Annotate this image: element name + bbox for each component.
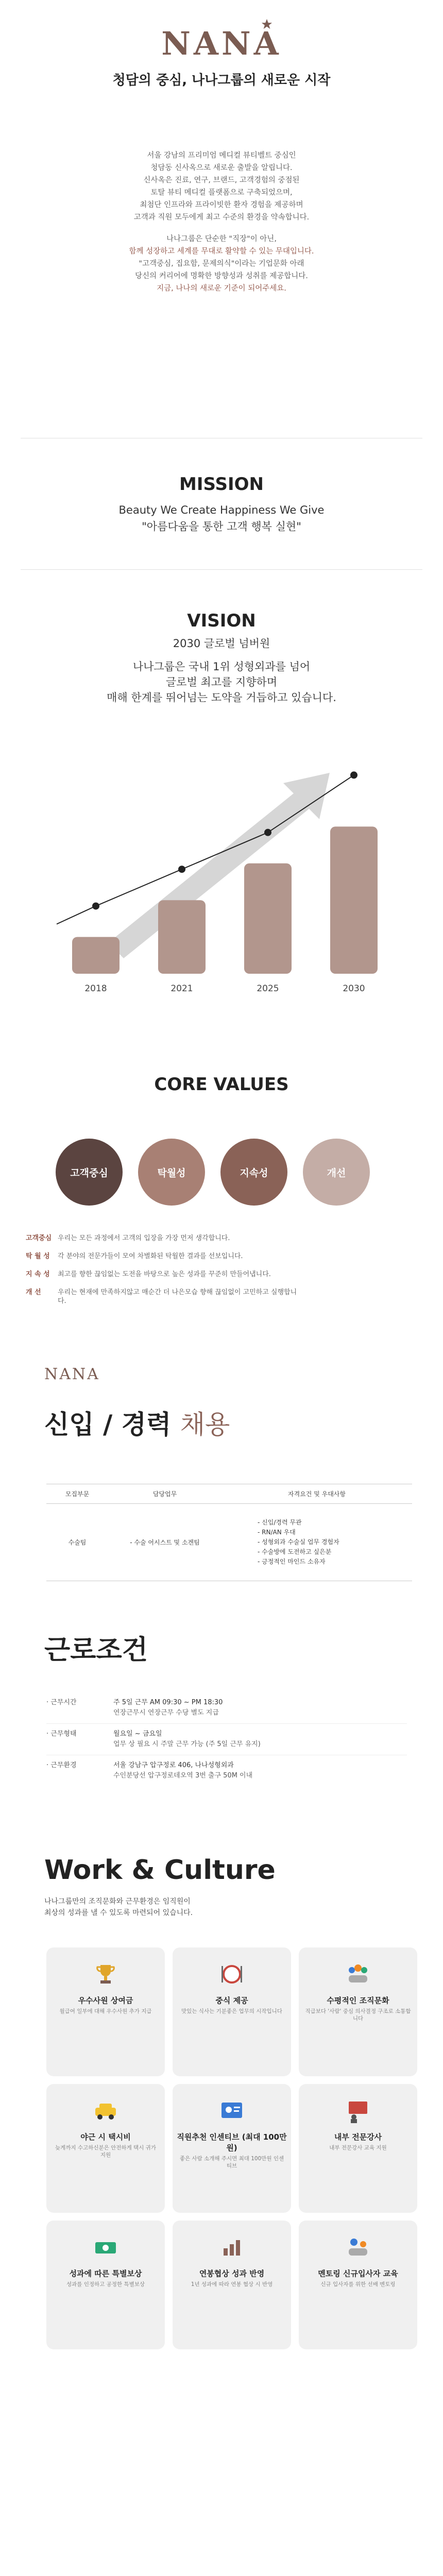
benefit-title: 야근 시 택시비 — [80, 2132, 131, 2142]
core-value-key: 개 선 — [26, 1289, 41, 1296]
intro-line: 지금, 나나의 새로운 기준이 되어주세요. — [157, 284, 286, 293]
benefit-title: 내부 전문강사 — [334, 2132, 382, 2142]
benefit-title: 성과에 따른 특별보상 — [69, 2269, 142, 2278]
core-value-desc: 우리는 현재에 만족하지않고 매순간 더 나은모습 향해 끊임없이 고민하고 실행합니다. — [58, 1289, 297, 1305]
mission-en: Beauty We Create Happiness We Give — [118, 504, 325, 516]
mission-ko: "아름다움을 통한 고객 행복 실현" — [142, 520, 301, 533]
benefit-desc: 내부 전문강사 교육 지원 — [329, 2145, 387, 2151]
work-conditions-title: 근로조건 — [44, 1635, 148, 1666]
intro-line: 토탈 뷰티 메디컬 플랫폼으로 구축되었으며, — [150, 189, 293, 197]
core-values-title: CORE VALUES — [154, 1074, 289, 1095]
vision-line: 매해 한계를 뛰어넘는 도약을 거듭하고 있습니다. — [107, 691, 336, 704]
work-row-key: · 근무시간 — [46, 1699, 77, 1706]
core-value-key: 탁 월 성 — [26, 1252, 50, 1260]
table-row — [46, 1504, 412, 1581]
trophy-icon — [91, 1960, 120, 1989]
recruit-logo: NANA — [44, 1365, 100, 1383]
chart-bar — [244, 863, 292, 974]
core-value-row — [26, 1288, 417, 1306]
benefit-desc: 직급보다 '사람' 중심 의사결정 구조로 소통합니다 — [305, 2008, 411, 2022]
qualification-item: - 긍정적인 마인드 소유자 — [258, 1558, 326, 1565]
vision-section — [0, 611, 443, 705]
benefit-desc: 월급여 일부에 대해 우수사원 추가 지급 — [59, 2008, 152, 2014]
culture-desc — [44, 1896, 193, 1919]
vision-chart — [52, 737, 391, 1025]
benefit-card — [173, 1947, 291, 2076]
work-row-value: 수인분당선 압구정로데오역 3번 출구 50M 이내 — [113, 1772, 253, 1780]
intro-line: 서울 강남의 프리미엄 메디컬 뷰티벨트 중심인 — [147, 151, 296, 160]
intro-text — [0, 149, 443, 295]
benefit-card — [299, 2084, 417, 2213]
growth-arrow-shape — [108, 773, 330, 958]
core-value-key: 지 속 성 — [26, 1270, 50, 1278]
vision-line: 나나그룹은 국내 1위 성형외과를 넘어 — [132, 660, 311, 673]
core-value-desc: 우리는 모든 과정에서 고객의 입장을 가장 먼저 생각합니다. — [58, 1234, 230, 1242]
work-row-key: · 근무형태 — [46, 1730, 77, 1738]
table-cell — [222, 1504, 412, 1581]
benefit-desc: 늦게까지 수고하신분은 안전하게 택시 귀가 지원 — [55, 2145, 156, 2158]
mentor-icon — [344, 2233, 372, 2262]
recruit-title-sub: 채용 — [180, 1410, 230, 1439]
core-value-row — [26, 1252, 417, 1261]
intro-line: 함께 성장하고 세계를 무대로 활약할 수 있는 무대입니다. — [129, 247, 314, 256]
qualification-item: - 수술방에 도전하고 싶은분 — [258, 1548, 332, 1555]
work-row-value: 주 5일 근무 AM 09:30 ~ PM 18:30 — [113, 1699, 223, 1706]
intro-line: 최첨단 인프라와 프라이빗한 환자 경험을 제공하며 — [140, 201, 303, 209]
qualification-item: - RN/AN 우대 — [258, 1529, 296, 1536]
benefit-card — [46, 2084, 165, 2213]
chart-point — [92, 903, 99, 910]
intro-line: 고객과 직원 모두에게 최고 수준의 환경을 약속합니다. — [133, 213, 310, 222]
table-cell: - 수술 어시스트 및 소겐팀 — [130, 1539, 200, 1546]
work-row-value: 연장근무시 연장근무 수당 별도 지급 — [113, 1709, 219, 1717]
vision-title: VISION — [187, 611, 256, 631]
growth-icon — [217, 2233, 246, 2262]
work-row — [46, 1692, 407, 1724]
mission-section — [0, 474, 443, 534]
brand-logo: NANA — [161, 25, 282, 62]
intro-line: "고객중심, 집요함, 문제의식"이라는 기업문화 아래 — [139, 260, 304, 268]
intro-line: 당신의 커리어에 명확한 방향성과 성취를 제공합니다. — [135, 272, 308, 280]
chart-bar — [158, 900, 206, 974]
core-value-desc: 최고를 향한 끊임없는 도전을 바탕으로 높은 성과를 꾸준히 만들어냅니다. — [58, 1270, 271, 1278]
chart-bar — [330, 826, 378, 974]
culture-desc-line: 나나그룹만의 조직문화와 근무환경은 임직원이 — [44, 1897, 191, 1906]
lecture-icon — [344, 2096, 372, 2125]
benefit-card — [299, 2221, 417, 2349]
work-row-value: 업무 상 필요 시 주말 근무 가능 (주 5일 근무 유지) — [113, 1740, 261, 1748]
table-cell: 수술팀 — [68, 1539, 87, 1546]
benefit-card — [173, 2084, 291, 2213]
benefit-desc: 맛있는 식사는 기분좋은 업무의 시작입니다 — [181, 2008, 282, 2014]
qualification-item: - 신입/경력 무관 — [258, 1519, 302, 1526]
intro-line: 청담동 신사옥으로 새로운 출발을 알립니다. — [150, 164, 293, 172]
benefit-desc: 1년 성과에 따라 연봉 협상 시 반영 — [191, 2281, 273, 2287]
chart-point — [178, 866, 185, 873]
core-value-row — [26, 1270, 417, 1279]
benefit-desc: 성과를 인정하고 공정한 특별보상 — [66, 2281, 145, 2287]
money-icon — [91, 2233, 120, 2262]
core-value-row — [26, 1234, 417, 1243]
vision-subtitle: 2030 글로벌 넘버원 — [173, 637, 270, 650]
work-row-key: · 근무환경 — [46, 1761, 77, 1769]
table-header: 모집부문 — [65, 1490, 90, 1498]
core-values-section — [0, 1074, 443, 1095]
table-header: 담당업무 — [152, 1490, 177, 1498]
work-conditions-list — [46, 1692, 407, 1786]
table-header: 자격요건 및 우대사항 — [288, 1490, 346, 1498]
brand-header — [0, 25, 443, 89]
benefit-desc: 신규 입사자를 위한 선배 멘토링 — [320, 2281, 396, 2287]
work-row — [46, 1755, 407, 1786]
star-icon — [261, 19, 272, 30]
recruit-title-main: 신입 / 경력 — [44, 1410, 172, 1439]
core-value-pill: 탁월성 — [138, 1139, 205, 1206]
referral-icon — [217, 2096, 246, 2125]
benefit-title: 멘토링 신규입사자 교육 — [318, 2269, 398, 2278]
chart-tick-label: 2021 — [171, 984, 193, 994]
benefit-card — [46, 2221, 165, 2349]
recruit-title — [44, 1404, 230, 1441]
team-icon — [344, 1960, 372, 1989]
slogan: 청담의 중심, 나나그룹의 새로운 시작 — [112, 73, 331, 88]
vision-line: 글로벌 최고를 지향하며 — [165, 676, 278, 688]
core-value-desc: 각 분야의 전문가들이 모여 차별화된 탁월한 결과를 선보입니다. — [58, 1252, 243, 1260]
core-value-pill: 개선 — [303, 1139, 370, 1206]
chart-bar — [72, 937, 120, 974]
meal-icon — [217, 1960, 246, 1989]
core-value-key: 고객중심 — [26, 1234, 52, 1242]
work-row-value: 월요일 ~ 금요일 — [113, 1730, 162, 1738]
divider — [21, 569, 422, 570]
benefit-title: 수평적인 조직문화 — [327, 1996, 389, 2005]
intro-line: 신사옥은 진료, 연구, 브랜드, 고객경험의 중점된 — [143, 176, 300, 184]
benefit-title: 연봉협상 성과 반영 — [199, 2269, 265, 2278]
culture-title: Work & Culture — [44, 1855, 276, 1886]
benefit-card — [299, 1947, 417, 2076]
core-value-pill: 지속성 — [220, 1139, 287, 1206]
chart-point — [350, 771, 357, 778]
benefit-desc: 좋은 사람 소개해 주시면 최대 100만원 인센티브 — [179, 2156, 284, 2169]
benefit-card — [173, 2221, 291, 2349]
benefit-title: 우수사원 상여금 — [78, 1996, 133, 2005]
work-row — [46, 1724, 407, 1755]
core-value-pill: 고객중심 — [56, 1139, 123, 1206]
work-row-value: 서울 강남구 압구정로 406, 나나성형외과 — [113, 1761, 234, 1769]
culture-desc-line: 최상의 성과를 낼 수 있도록 마련되어 있습니다. — [44, 1909, 193, 1917]
intro-line: 나나그룹은 단순한 "직장"이 아닌, — [166, 235, 277, 243]
mission-title: MISSION — [179, 474, 264, 495]
benefit-title: 직원추천 인센티브 (최대 100만원) — [177, 2132, 287, 2153]
chart-tick-label: 2018 — [84, 984, 107, 994]
chart-point — [264, 829, 271, 836]
benefit-card — [46, 1947, 165, 2076]
benefit-title: 중식 제공 — [215, 1996, 248, 2005]
qualification-item: - 성형외과 수술실 업무 경험자 — [258, 1538, 339, 1546]
chart-tick-label: 2025 — [257, 984, 279, 994]
taxi-icon — [91, 2096, 120, 2125]
chart-tick-label: 2030 — [343, 984, 365, 994]
recruit-table — [46, 1484, 412, 1581]
